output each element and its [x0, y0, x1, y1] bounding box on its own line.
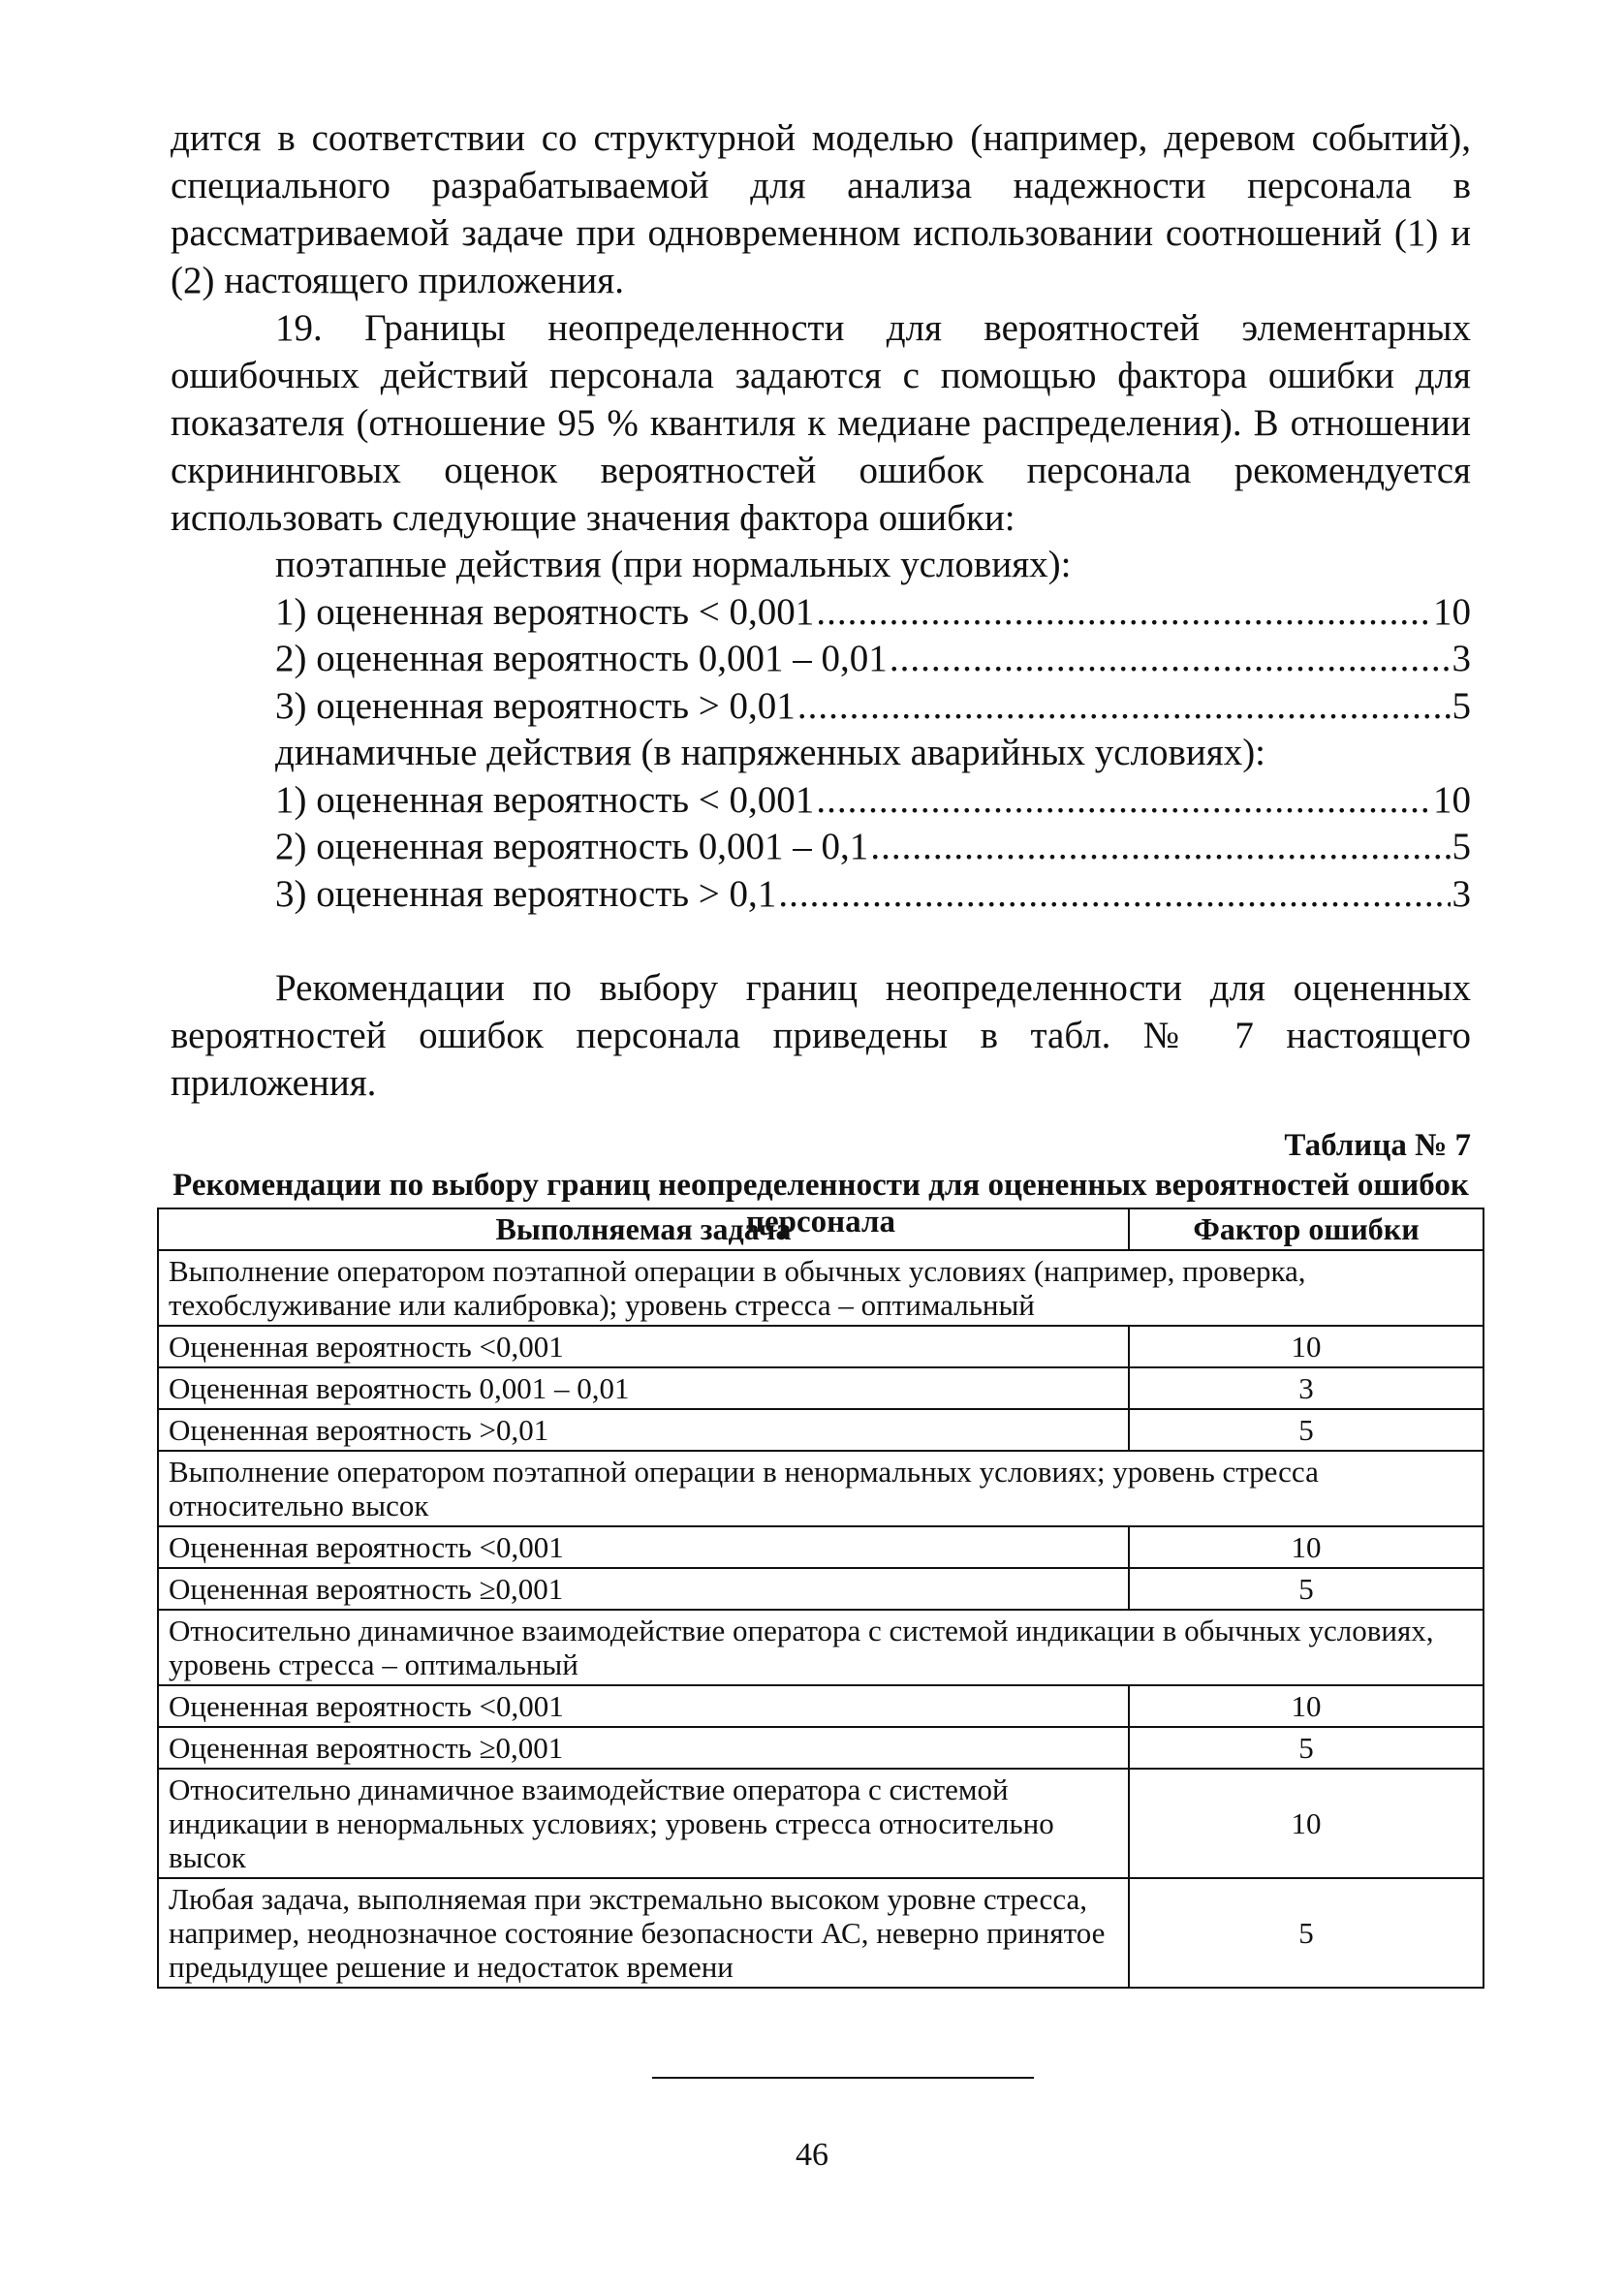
- group-heading: Относительно динамичное взаимодействие оператора с системой индикации в обычных условиях, уровень стресса – оптимальный: [158, 1610, 1483, 1685]
- stepwise-item-label: 1) оцененная вероятность < 0,001: [275, 590, 815, 633]
- stepwise-item-label: 3) оцененная вероятность > 0,01: [275, 684, 796, 727]
- dynamic-heading: динамичные действия (в напряженных аварийных условиях):: [275, 732, 1266, 773]
- row-task: Оцененная вероятность >0,01: [158, 1409, 1129, 1451]
- dynamic-item-label: 2) оцененная вероятность 0,001 – 0,1: [275, 826, 869, 867]
- dynamic-item-value: 3: [1452, 872, 1471, 915]
- error-factor-table: [157, 1208, 1484, 1989]
- stepwise-item-label: 2) оцененная вероятность 0,001 – 0,01: [275, 638, 888, 679]
- table-header-row: [158, 1208, 1483, 1250]
- table-group-row: [158, 1451, 1483, 1526]
- paragraph-19: 19. Границы неопределенности для вероятностей элементарных ошибочных действий персонала задаются с помощью фактора ошибки для показателя (отношение 95 % квантиля к медиане распределения). В отношении скрининговых оценок вероятностей ошибок персонала рекомендуется использовать следующие значения фактора ошибки:: [171, 307, 1471, 539]
- dot-leader: [816, 589, 1431, 637]
- dynamic-item-value: 10: [1433, 778, 1471, 821]
- spacer: [171, 918, 1471, 964]
- table-title: Рекомендации по выбору границ неопределенности для оцененных вероятностей ошибок персонала: [172, 1168, 1469, 1239]
- row-task: Оцененная вероятность <0,001: [158, 1685, 1129, 1727]
- dynamic-item-label: 3) оцененная вероятность > 0,1: [275, 872, 777, 915]
- row-task: Оцененная вероятность 0,001 – 0,01: [158, 1367, 1129, 1409]
- table-row: [158, 1727, 1483, 1769]
- dynamic-item-value: 5: [1452, 826, 1471, 867]
- table-row: [158, 1526, 1483, 1568]
- row-task: Относительно динамичное взаимодействие оператора с системой индикации в ненормальных условиях; уровень стресса относительно высок: [158, 1769, 1129, 1878]
- table-row: [158, 1878, 1483, 1988]
- table-group-row: [158, 1610, 1483, 1685]
- row-factor: 5: [1129, 1409, 1483, 1451]
- dot-leader: [870, 824, 1450, 871]
- dot-leader: [816, 777, 1431, 825]
- row-task: Оцененная вероятность ≥0,001: [158, 1727, 1129, 1769]
- stepwise-item: [275, 589, 1471, 637]
- row-task: Оцененная вероятность <0,001: [158, 1326, 1129, 1367]
- row-task: Оцененная вероятность ≥0,001: [158, 1568, 1129, 1610]
- paragraph-continuation: дится в соответствии со структурной моделью (например, деревом событий), специального разрабатываемой для анализа надежности персонала в рассматриваемой задаче при одновременном использовании соотношений (1) и (2) настоящего приложения.: [171, 117, 1471, 301]
- header-task: Выполняемая задача: [158, 1208, 1129, 1250]
- stepwise-heading: поэтапные действия (при нормальных условиях):: [275, 544, 1072, 585]
- paragraph-recommendations: Рекомендации по выбору границ неопределенности для оцененных вероятностей ошибок персонала приведены в табл. № 7 настоящего приложения.: [171, 967, 1471, 1104]
- stepwise-item: [275, 636, 1471, 683]
- row-factor: 10: [1129, 1685, 1483, 1727]
- table-row: [158, 1568, 1483, 1610]
- footer-rule: [652, 2077, 1034, 2079]
- page-body: [171, 114, 1471, 1240]
- dynamic-item: [275, 871, 1471, 919]
- row-task: Любая задача, выполняемая при экстремально высоком уровне стресса, например, неоднозначное состояние безопасности АС, неверно принятое предыдущее решение и недостаток времени: [158, 1878, 1129, 1988]
- table-row: [158, 1685, 1483, 1727]
- table-row: [158, 1409, 1483, 1451]
- dot-leader: [778, 871, 1450, 919]
- table-row: [158, 1367, 1483, 1409]
- table-row: [158, 1769, 1483, 1878]
- table-row: [158, 1326, 1483, 1367]
- dynamic-item: [275, 824, 1471, 871]
- table-number: Таблица № 7: [1284, 1128, 1471, 1163]
- dot-leader: [890, 636, 1451, 683]
- row-factor: 3: [1129, 1367, 1483, 1409]
- row-factor: 10: [1129, 1526, 1483, 1568]
- row-factor: 5: [1129, 1878, 1483, 1988]
- stepwise-item: [275, 683, 1471, 731]
- group-heading: Выполнение оператором поэтапной операции в ненормальных условиях; уровень стресса относительно высок: [158, 1451, 1483, 1526]
- stepwise-item-value: 10: [1433, 590, 1471, 633]
- dynamic-item: [275, 777, 1471, 825]
- row-factor: 5: [1129, 1568, 1483, 1610]
- dot-leader: [797, 683, 1451, 731]
- header-factor: Фактор ошибки: [1129, 1208, 1483, 1250]
- row-task: Оцененная вероятность <0,001: [158, 1526, 1129, 1568]
- stepwise-item-value: 3: [1452, 638, 1471, 679]
- dynamic-item-label: 1) оцененная вероятность < 0,001: [275, 778, 815, 821]
- stepwise-item-value: 5: [1452, 684, 1471, 727]
- table-group-row: [158, 1250, 1483, 1326]
- group-heading: Выполнение оператором поэтапной операции в обычных условиях (например, проверка, техобслуживание или калибровка); уровень стресса – оптимальный: [158, 1250, 1483, 1326]
- row-factor: 10: [1129, 1769, 1483, 1878]
- page-number: 46: [796, 2137, 828, 2173]
- row-factor: 10: [1129, 1326, 1483, 1367]
- row-factor: 5: [1129, 1727, 1483, 1769]
